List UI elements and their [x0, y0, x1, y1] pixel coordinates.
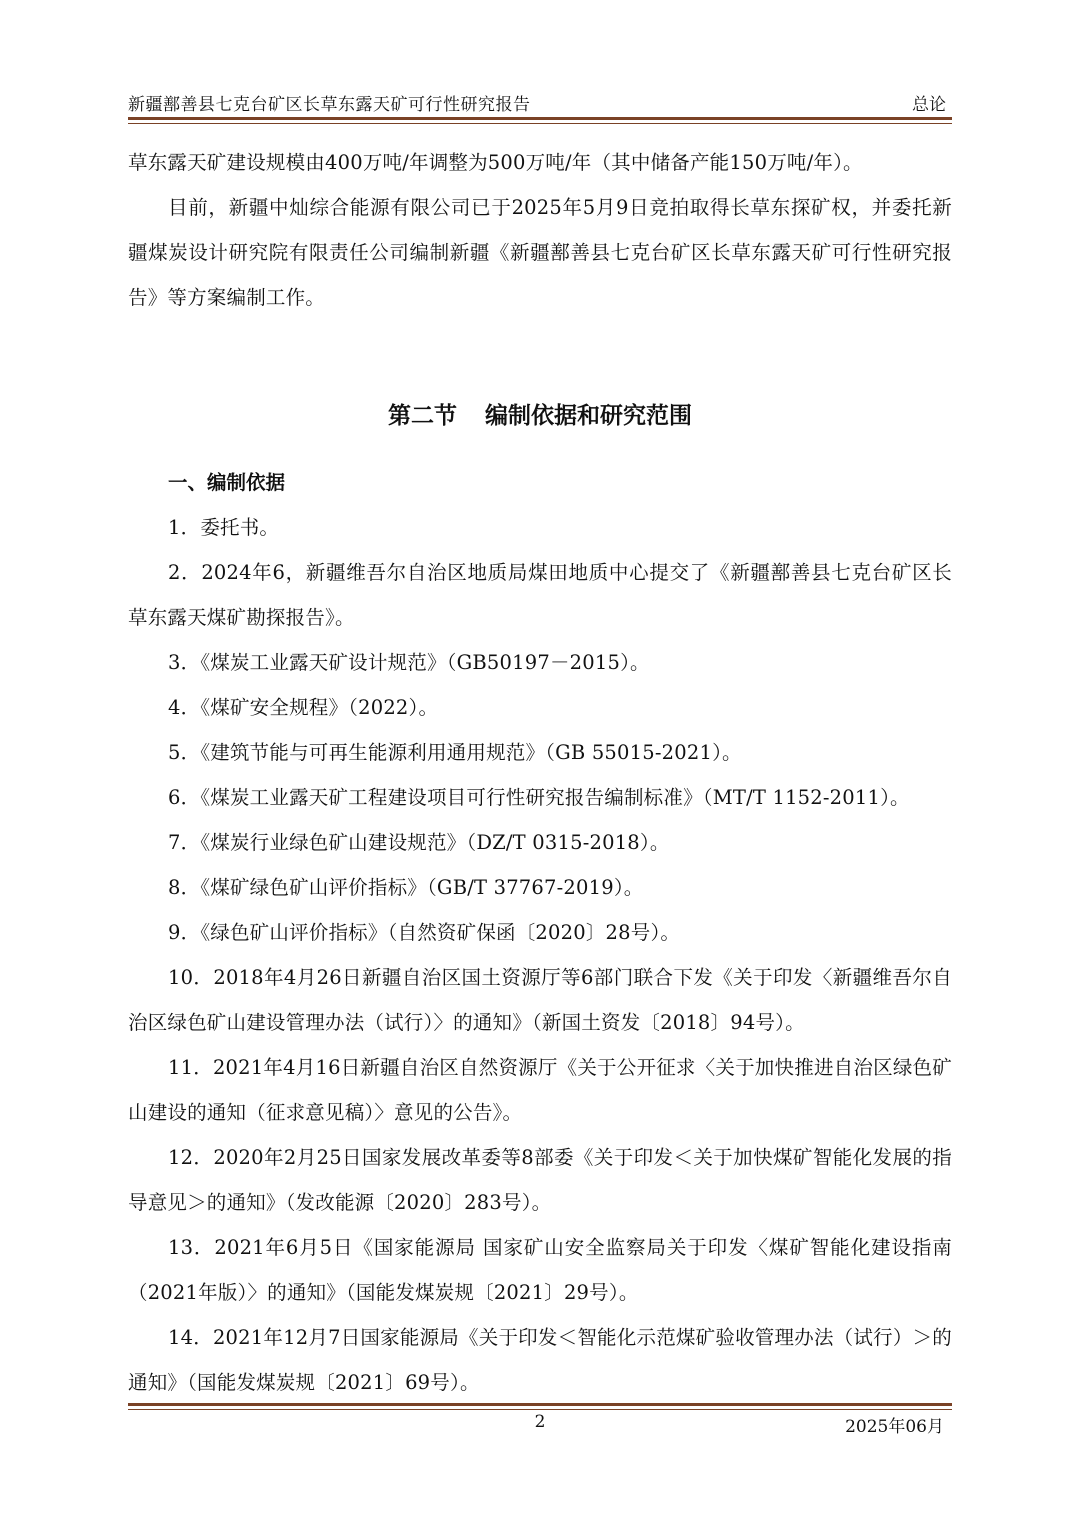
list-item-text: 《煤炭工业露天矿设计规范》（GB50197－2015）。	[200, 651, 650, 674]
list-item-number: 4．	[168, 696, 201, 719]
list-item-text: 委托书。	[200, 516, 280, 539]
list-item-number: 6．	[168, 786, 201, 809]
list-item-number: 7．	[168, 831, 201, 854]
list-item	[128, 505, 952, 550]
header-title: 新疆鄯善县七克台矿区长草东露天矿可行性研究报告	[128, 95, 531, 115]
list-item-text: 2021年6月5日《国家能源局 国家矿山安全监察局关于印发〈煤矿智能化建设指南（2021年版）〉的通知》（国能发煤炭规〔2021〕29号）。	[128, 1236, 952, 1304]
list-item-number: 2．	[168, 561, 202, 584]
list-item-number: 5．	[168, 741, 201, 764]
intro-paragraph-continued: 草东露天矿建设规模由400万吨/年调整为500万吨/年（其中储备产能150万吨/年）。	[128, 151, 863, 174]
footer-rule-thin	[128, 1409, 952, 1410]
list-item-text: 《绿色矿山评价指标》（自然资矿保函〔2020〕28号）。	[200, 921, 681, 944]
page-header	[128, 86, 952, 116]
list-item-text: 2021年4月16日新疆自治区自然资源厅《关于公开征求〈关于加快推进自治区绿色矿山建设的通知（征求意见稿）〉意见的公告》。	[128, 1056, 952, 1124]
subheading-basis: 一、编制依据	[168, 471, 286, 494]
list-item-text: 2020年2月25日国家发展改革委等8部委《关于印发＜关于加快煤矿智能化发展的指导意见＞的通知》（发改能源〔2020〕283号）。	[128, 1146, 952, 1214]
section-number: 第二节	[388, 402, 457, 429]
section-title	[128, 396, 952, 436]
header-rule-thick	[128, 117, 952, 120]
list-item-number: 13．	[168, 1236, 215, 1259]
list-item-text: 《煤炭行业绿色矿山建设规范》（DZ/T 0315-2018）。	[200, 831, 670, 854]
list-item	[128, 1135, 952, 1225]
list-item-text: 2018年4月26日新疆自治区国土资源厅等6部门联合下发《关于印发〈新疆维吾尔自治区绿色矿山建设管理办法（试行）〉的通知》（新国土资发〔2018〕94号）。	[128, 966, 952, 1034]
header-section-label: 总论	[912, 95, 946, 115]
list-item	[128, 820, 952, 865]
list-item-number: 10．	[168, 966, 214, 989]
list-item-number: 14．	[168, 1326, 213, 1349]
list-item	[128, 550, 952, 640]
footer-date: 2025年06月	[845, 1417, 944, 1437]
list-item	[128, 955, 952, 1045]
footer-rule-thick	[128, 1403, 952, 1406]
list-item-text: 《煤炭工业露天矿工程建设项目可行性研究报告编制标准》（MT/T 1152-2011）。	[200, 786, 910, 809]
list-item	[128, 775, 952, 820]
list-item	[128, 910, 952, 955]
list-item-text: 2024年6，新疆维吾尔自治区地质局煤田地质中心提交了《新疆鄯善县七克台矿区长草东露天煤矿勘探报告》。	[128, 561, 952, 629]
list-item-text: 2021年12月7日国家能源局《关于印发＜智能化示范煤矿验收管理办法（试行）＞的通知》（国能发煤炭规〔2021〕69号）。	[128, 1326, 952, 1394]
page-number: 2	[534, 1412, 546, 1432]
list-item	[128, 685, 952, 730]
list-item-number: 8．	[168, 876, 201, 899]
list-item	[128, 730, 952, 775]
list-item	[128, 640, 952, 685]
list-item-number: 9．	[168, 921, 201, 944]
list-item-number: 11．	[168, 1056, 213, 1079]
basis-list	[128, 505, 952, 1405]
list-item	[128, 865, 952, 910]
list-item	[128, 1225, 952, 1315]
list-item-number: 3．	[168, 651, 201, 674]
list-item	[128, 1045, 952, 1135]
intro-paragraph: 目前，新疆中灿综合能源有限公司已于2025年5月9日竞拍取得长草东探矿权，并委托新疆煤炭设计研究院有限责任公司编制新疆《新疆鄯善县七克台矿区长草东露天矿可行性研究报告》等方案编制工作。	[128, 196, 952, 309]
section-title-text: 编制依据和研究范围	[485, 402, 692, 429]
page-footer	[128, 1412, 952, 1442]
header-rule-thin	[128, 123, 952, 124]
list-item-number: 12．	[168, 1146, 214, 1169]
list-item-text: 《煤矿绿色矿山评价指标》（GB/T 37767-2019）。	[200, 876, 644, 899]
page-body	[128, 140, 952, 1405]
list-item-text: 《煤矿安全规程》（2022）。	[200, 696, 439, 719]
list-item-text: 《建筑节能与可再生能源利用通用规范》（GB 55015-2021）。	[200, 741, 742, 764]
list-item	[128, 1315, 952, 1405]
list-item-number: 1．	[168, 516, 201, 539]
